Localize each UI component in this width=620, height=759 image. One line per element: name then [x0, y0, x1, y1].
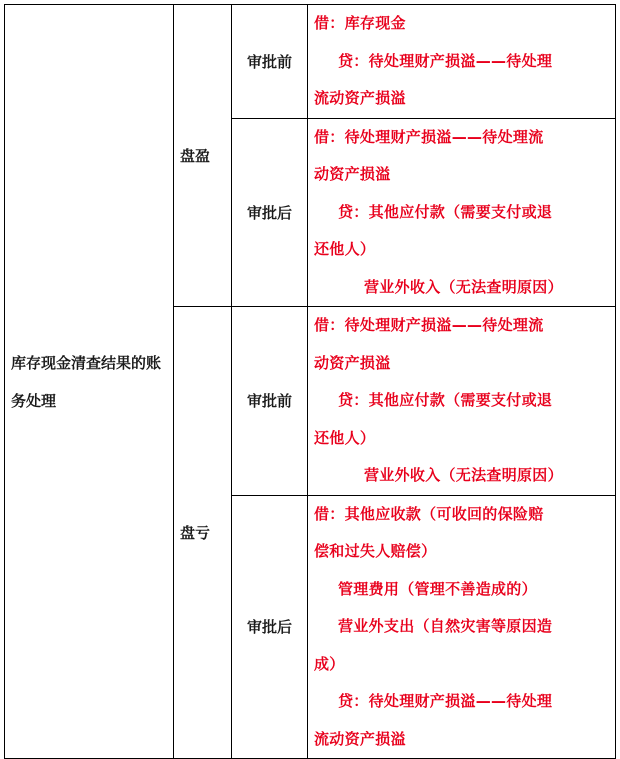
- stage-before-label: 审批前: [246, 392, 292, 411]
- entry-line: 贷：待处理财产损溢——待处理: [338, 51, 553, 70]
- accounting-table: [4, 4, 616, 759]
- stage-cell: [232, 118, 308, 307]
- condition-shortage-label: 盘亏: [180, 524, 211, 542]
- stage-after-label: 审批后: [246, 618, 292, 637]
- entry-line: 借：待处理财产损溢——待处理流: [314, 127, 544, 146]
- entry-line: 流动资产损溢: [314, 89, 406, 107]
- category-label: 库存现金清查结果的账务处理: [11, 353, 162, 410]
- condition-cell-shortage: [174, 307, 232, 759]
- stage-cell: [232, 307, 308, 496]
- entry-line: 营业外支出（自然灾害等原因造: [338, 617, 553, 635]
- condition-surplus-label: 盘盈: [180, 147, 211, 165]
- entry-line: 贷：其他应付款（需要支付或退: [338, 202, 553, 221]
- category-cell: [5, 5, 174, 759]
- stage-cell: [232, 5, 308, 119]
- entry-line: 动资产损溢: [314, 353, 391, 372]
- entry-shortage-after: [308, 495, 616, 759]
- entry-line: 借：其他应收款（可收回的保险赔: [314, 504, 544, 523]
- entry-surplus-after: [308, 118, 616, 307]
- entry-line: 还他人）: [314, 428, 376, 447]
- entry-line: 营业外收入（无法查明原因）: [364, 277, 563, 296]
- entry-line: 营业外收入（无法查明原因）: [364, 466, 563, 484]
- entry-line: 贷：其他应付款（需要支付或退: [338, 391, 553, 409]
- entry-line: 借：待处理财产损溢——待处理流: [314, 316, 544, 334]
- table-row: [5, 5, 616, 119]
- stage-before-label: 审批前: [246, 52, 292, 71]
- entry-line: 偿和过失人赔偿）: [314, 542, 437, 560]
- entry-line: 管理费用（管理不善造成的）: [338, 579, 537, 598]
- stage-cell: [232, 495, 308, 759]
- entry-line: 成）: [314, 654, 345, 673]
- entry-line: 贷：待处理财产损溢——待处理: [338, 692, 553, 710]
- entry-shortage-before: [308, 307, 616, 496]
- entry-line: 流动资产损溢: [314, 729, 406, 748]
- entry-line: 动资产损溢: [314, 165, 391, 183]
- entry-surplus-before: [308, 5, 616, 119]
- entry-line: 借：库存现金: [314, 14, 406, 32]
- entry-line: 还他人）: [314, 240, 376, 258]
- condition-cell-surplus: [174, 5, 232, 307]
- stage-after-label: 审批后: [246, 203, 292, 222]
